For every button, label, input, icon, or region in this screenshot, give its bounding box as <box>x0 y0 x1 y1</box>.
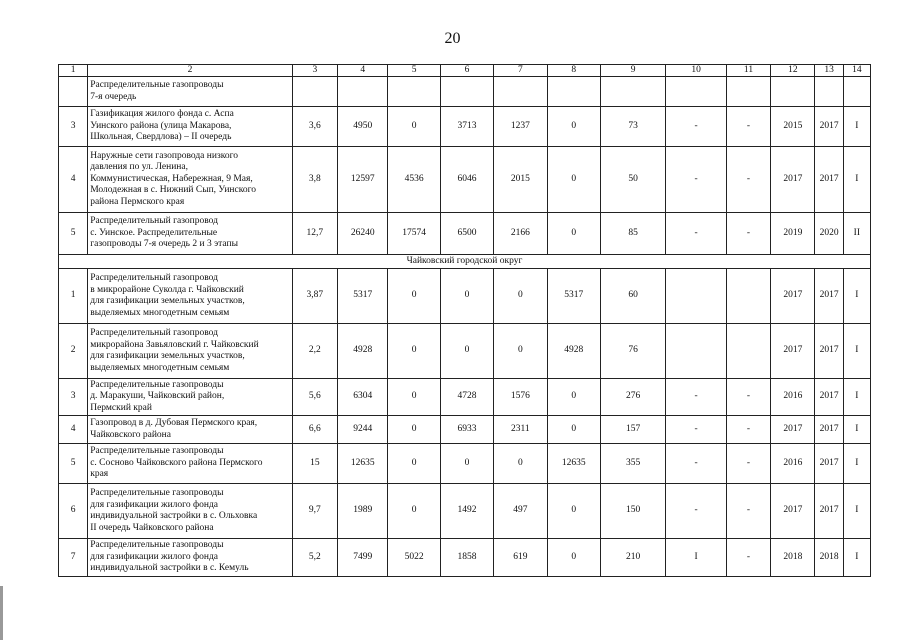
table-cell: 12,7 <box>292 213 337 255</box>
table-cell: 12635 <box>547 444 600 484</box>
table-cell: 2017 <box>815 147 843 213</box>
table-cell: 2311 <box>494 416 547 444</box>
object-description-cell: Распределительный газопровод с. Уинское. Распределительные газопроводы 7-я очередь 2 и 3 этапы <box>88 213 293 255</box>
table-cell: 5,2 <box>292 539 337 577</box>
table-cell: 1492 <box>440 484 493 539</box>
table-cell: 497 <box>494 484 547 539</box>
column-number-header: 9 <box>600 65 665 77</box>
table-row <box>59 213 871 255</box>
table-cell: 0 <box>440 324 493 379</box>
gas-pipeline-table <box>58 64 871 577</box>
table-cell: 0 <box>388 324 440 379</box>
table-cell: 2017 <box>815 416 843 444</box>
table-cell: - <box>666 213 726 255</box>
table-cell: 2017 <box>771 416 815 444</box>
table-cell <box>292 77 337 107</box>
object-description-cell: Распределительный газопровод микрорайона Завьяловский г. Чайковский для газификации земельных участков, выделяемых многодетным семьям <box>88 324 293 379</box>
table-cell: - <box>666 444 726 484</box>
row-number-cell: 7 <box>59 539 88 577</box>
table-cell: 0 <box>547 416 600 444</box>
table-cell: 4950 <box>338 107 388 147</box>
table-cell: I <box>843 379 870 416</box>
table-cell: 2017 <box>771 324 815 379</box>
table-cell: - <box>726 444 770 484</box>
column-number-header: 8 <box>547 65 600 77</box>
table-cell <box>843 77 870 107</box>
table-row <box>59 147 871 213</box>
object-description-cell: Газопровод в д. Дубовая Пермского края, Чайковского района <box>88 416 293 444</box>
table-cell: 5317 <box>338 269 388 324</box>
table-cell: 0 <box>547 379 600 416</box>
table-cell: 0 <box>440 444 493 484</box>
row-number-cell: 4 <box>59 416 88 444</box>
table-cell: I <box>843 324 870 379</box>
table-cell: 0 <box>547 107 600 147</box>
table-cell: I <box>843 416 870 444</box>
table-cell: 6304 <box>338 379 388 416</box>
row-number-cell: 3 <box>59 379 88 416</box>
object-description-cell: Наружные сети газопровода низкого давления по ул. Ленина, Коммунистическая, Набережная, 9 Мая, Молодежная в с. Нижний Сып, Уинского района Пермского края <box>88 147 293 213</box>
column-number-header: 13 <box>815 65 843 77</box>
object-description-cell: Распределительные газопроводы для газификации жилого фонда индивидуальной застройки в с. Кемуль <box>88 539 293 577</box>
table-cell <box>494 77 547 107</box>
table-cell: 15 <box>292 444 337 484</box>
table-cell <box>726 269 770 324</box>
table-row <box>59 416 871 444</box>
table-cell: - <box>666 107 726 147</box>
table-cell: 2017 <box>815 269 843 324</box>
row-number-cell: 6 <box>59 484 88 539</box>
table-cell <box>666 77 726 107</box>
table-cell: 3,8 <box>292 147 337 213</box>
column-number-header: 5 <box>388 65 440 77</box>
table-cell <box>388 77 440 107</box>
table-cell <box>338 77 388 107</box>
table-cell: 2017 <box>815 107 843 147</box>
table-cell: 5,6 <box>292 379 337 416</box>
table-cell: 17574 <box>388 213 440 255</box>
table-cell: I <box>843 444 870 484</box>
table-cell: 2166 <box>494 213 547 255</box>
table-cell: I <box>843 269 870 324</box>
table-cell <box>666 269 726 324</box>
table-row <box>59 77 871 107</box>
object-description-cell: Распределительный газопровод в микрорайоне Суколда г. Чайковский для газификации земельных участков, выделяемых многодетным семьям <box>88 269 293 324</box>
region-heading-row <box>59 255 871 269</box>
table-cell: 2017 <box>815 484 843 539</box>
table-cell: 0 <box>388 484 440 539</box>
table-cell: 355 <box>600 444 665 484</box>
row-number-cell <box>59 77 88 107</box>
table-cell: - <box>666 147 726 213</box>
table-cell: 2018 <box>815 539 843 577</box>
table-cell <box>547 77 600 107</box>
object-description-cell: Газификация жилого фонда с. Аспа Уинского района (улица Макарова, Школьная, Свердлова) – II очередь <box>88 107 293 147</box>
table-cell: 3713 <box>440 107 493 147</box>
table-cell: 276 <box>600 379 665 416</box>
table-cell: I <box>843 147 870 213</box>
table-cell <box>440 77 493 107</box>
table-cell: 12597 <box>338 147 388 213</box>
table-cell: 3,87 <box>292 269 337 324</box>
object-description-cell: Распределительные газопроводы для газификации жилого фонда индивидуальной застройки в с. Ольховка II очередь Чайковского района <box>88 484 293 539</box>
table-cell: 12635 <box>338 444 388 484</box>
table-cell: 2017 <box>771 484 815 539</box>
column-number-header: 14 <box>843 65 870 77</box>
table-cell: 1989 <box>338 484 388 539</box>
table-cell: 0 <box>494 269 547 324</box>
table-cell: 2017 <box>815 444 843 484</box>
column-number-header: 3 <box>292 65 337 77</box>
table-cell: 6,6 <box>292 416 337 444</box>
table-cell: 0 <box>494 444 547 484</box>
table-cell: 157 <box>600 416 665 444</box>
row-number-cell: 3 <box>59 107 88 147</box>
table-cell <box>771 77 815 107</box>
table-cell: 2016 <box>771 379 815 416</box>
table-cell: - <box>726 107 770 147</box>
table-cell: 2015 <box>771 107 815 147</box>
table-cell <box>726 77 770 107</box>
table-cell: 4728 <box>440 379 493 416</box>
column-number-header: 2 <box>88 65 293 77</box>
table-cell: 5317 <box>547 269 600 324</box>
table-row <box>59 269 871 324</box>
table-cell: 0 <box>494 324 547 379</box>
row-number-cell: 4 <box>59 147 88 213</box>
column-number-header: 6 <box>440 65 493 77</box>
object-description-cell: Распределительные газопроводы 7-я очередь <box>88 77 293 107</box>
column-number-header: 7 <box>494 65 547 77</box>
table-cell <box>600 77 665 107</box>
table-cell: 0 <box>547 539 600 577</box>
table-cell: 4928 <box>338 324 388 379</box>
table-cell: 0 <box>440 269 493 324</box>
table-cell: 4536 <box>388 147 440 213</box>
table-cell: 6933 <box>440 416 493 444</box>
table-cell: 9,7 <box>292 484 337 539</box>
table-cell <box>726 324 770 379</box>
table-cell: 1858 <box>440 539 493 577</box>
table-cell: 2017 <box>771 147 815 213</box>
table-cell: 1576 <box>494 379 547 416</box>
row-number-cell: 5 <box>59 213 88 255</box>
row-number-cell: 5 <box>59 444 88 484</box>
table-cell: 0 <box>388 269 440 324</box>
table-cell: I <box>843 107 870 147</box>
table-cell: - <box>726 539 770 577</box>
table-cell: 2019 <box>771 213 815 255</box>
table-cell: 0 <box>388 107 440 147</box>
table-cell: 2016 <box>771 444 815 484</box>
table-cell: 0 <box>547 213 600 255</box>
table-cell: I <box>843 484 870 539</box>
table-cell: 26240 <box>338 213 388 255</box>
column-number-header: 10 <box>666 65 726 77</box>
row-number-cell: 2 <box>59 324 88 379</box>
table-cell: - <box>726 416 770 444</box>
table-cell: 0 <box>388 444 440 484</box>
table-cell: - <box>726 379 770 416</box>
object-description-cell: Распределительные газопроводы д. Маракуши, Чайковский район, Пермский край <box>88 379 293 416</box>
table-cell <box>666 324 726 379</box>
table-cell: 4928 <box>547 324 600 379</box>
table-cell <box>815 77 843 107</box>
table-cell: - <box>666 416 726 444</box>
table-cell: 85 <box>600 213 665 255</box>
table-cell: 9244 <box>338 416 388 444</box>
table-cell: 0 <box>388 416 440 444</box>
table-cell: 6500 <box>440 213 493 255</box>
table-cell: 60 <box>600 269 665 324</box>
table-row <box>59 444 871 484</box>
table-cell: - <box>726 147 770 213</box>
table-cell: 76 <box>600 324 665 379</box>
table-cell: 50 <box>600 147 665 213</box>
column-number-header: 4 <box>338 65 388 77</box>
table-cell: 7499 <box>338 539 388 577</box>
table-cell: 2017 <box>815 324 843 379</box>
table-cell: 619 <box>494 539 547 577</box>
table-cell: 5022 <box>388 539 440 577</box>
table-cell: 73 <box>600 107 665 147</box>
region-heading: Чайковский городской округ <box>59 255 871 269</box>
table-cell: I <box>666 539 726 577</box>
table-cell: I <box>843 539 870 577</box>
table-row <box>59 107 871 147</box>
table-cell: 0 <box>547 147 600 213</box>
table-cell: 2,2 <box>292 324 337 379</box>
table-header-row <box>59 65 871 77</box>
table-cell: - <box>666 484 726 539</box>
page-number: 20 <box>444 30 461 47</box>
table-cell: - <box>666 379 726 416</box>
column-number-header: 1 <box>59 65 88 77</box>
table-cell: 210 <box>600 539 665 577</box>
table-cell: 150 <box>600 484 665 539</box>
table-cell: 2017 <box>815 379 843 416</box>
table-cell: - <box>726 213 770 255</box>
table-cell: 2015 <box>494 147 547 213</box>
table-cell: 1237 <box>494 107 547 147</box>
row-number-cell: 1 <box>59 269 88 324</box>
table-cell: 2020 <box>815 213 843 255</box>
table-row <box>59 539 871 577</box>
scan-edge-mark <box>0 586 3 640</box>
table-row <box>59 324 871 379</box>
column-number-header: 11 <box>726 65 770 77</box>
table-cell: 6046 <box>440 147 493 213</box>
table-row <box>59 484 871 539</box>
table-cell: 3,6 <box>292 107 337 147</box>
table-cell: 0 <box>547 484 600 539</box>
table-cell: II <box>843 213 870 255</box>
table-cell: 2017 <box>771 269 815 324</box>
table-cell: 2018 <box>771 539 815 577</box>
column-number-header: 12 <box>771 65 815 77</box>
object-description-cell: Распределительные газопроводы с. Сосново Чайковского района Пермского края <box>88 444 293 484</box>
table-row <box>59 379 871 416</box>
table-cell: 0 <box>388 379 440 416</box>
table-cell: - <box>726 484 770 539</box>
